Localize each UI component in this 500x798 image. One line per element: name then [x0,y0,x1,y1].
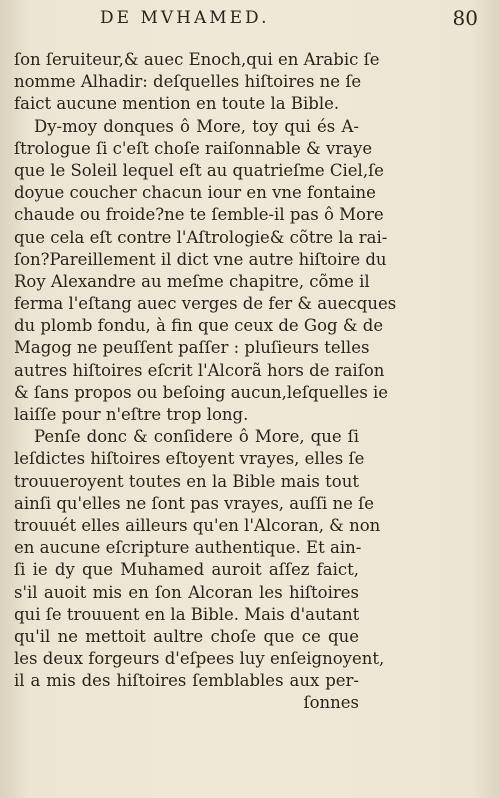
text-line: du plomb fondu, à fin que ceux de Gog & de [14,316,384,336]
text-line: leſdictes hiſtoires eſtoyent vrayes, elles ſe [14,449,365,469]
text-line: trouueroyent toutes en la Bible mais tout [14,471,359,491]
body-text [14,49,397,715]
text-line: autres hiſtoires eſcrit l'Alcorã hors de raiſon [14,360,385,380]
text-line: ſon?Pareillement il dict vne autre hiſtoire du [14,249,387,269]
text-line: que le Soleil lequel eſt au quatrieſme Ciel,ſe [14,160,384,180]
text-line: doyue coucher chacun iour en vne fontaine [14,183,376,203]
text-line: s'il auoit mis en ſon Alcoran les hiſtoires [14,582,359,602]
text-line: ſon ſeruiteur,& auec Enoch,qui en Arabic ſe [14,50,380,69]
text-line: Roy Alexandre au meſme chapitre, cõme il [14,271,370,291]
text-line: ainſi qu'elles ne ſont pas vrayes, auſſi ne ſe [14,493,374,513]
page-header [100,6,478,32]
text-line: Dy-moy donques ô More, toy qui és A- [34,116,359,136]
catchword: ſonnes [303,693,359,713]
text-line: nomme Alhadir: deſquelles hiſtoires ne ſe [14,72,362,92]
text-line: faict aucune mention en toute la Bible. [14,94,340,114]
text-line: qu'il ne mettoit aultre choſe que ce que [14,626,359,646]
text-line: Penſe donc & conſidere ô More, que ſi [34,427,359,447]
text-line: ſi ie dy que Muhamed auroit aſſez faict, [14,560,359,580]
running-title: DE MVHAMED. [100,8,270,28]
text-line: les deux forgeurs d'eſpees luy enſeignoyent, [14,649,385,669]
text-line: ferma l'eſtang auec verges de fer & auecques [14,294,397,314]
text-line: & ſans propos ou beſoing aucun,leſquelles ie [14,382,389,402]
page-number: 80 [452,6,478,30]
text-line: que cela eſt contre l'Aſtrologie& cõtre la rai- [14,227,388,247]
text-line: en aucune eſcripture authentique. Et ain- [14,538,362,558]
text-line: qui ſe trouuent en la Bible. Mais d'autant [14,604,360,624]
text-line: il a mis des hiſtoires ſemblables aux per- [14,671,359,691]
text-line: chaude ou froide?ne te ſemble-il pas ô More [14,205,384,225]
text-line: Magog ne peuſſent paſſer : pluſieurs telles [14,338,370,358]
text-line: ſtrologue ſi c'eſt choſe raiſonnable & vraye [14,138,373,158]
text-line: trouuét elles ailleurs qu'en l'Alcoran, & non [14,515,381,535]
text-line: laiſſe pour n'eſtre trop long. [14,405,249,424]
